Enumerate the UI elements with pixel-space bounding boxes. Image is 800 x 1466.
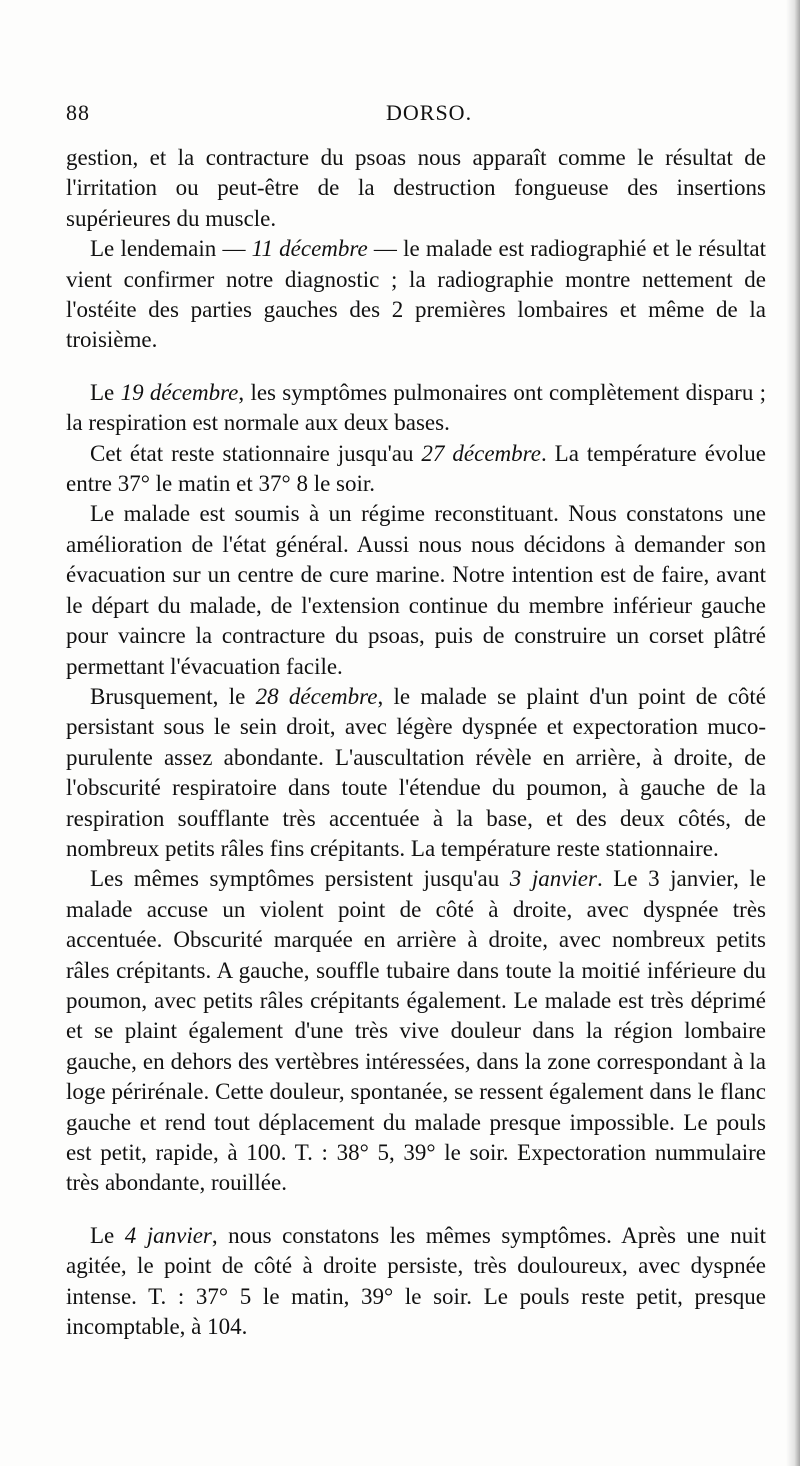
paragraph-1 — [66, 143, 766, 234]
paragraph-5 — [66, 499, 766, 681]
text-run: Cet état reste stationnaire jusqu'au — [90, 440, 422, 466]
date-italic: 3 janvier — [509, 866, 597, 892]
paragraph-7 — [66, 864, 766, 1198]
text-run: Le malade est soumis à un régime reconstituant. Nous constatons une amélioration de l'état général. Aussi nous nous décidons à demander son évacuation sur un centre de cure marine. Notre intention est de faire, avant le départ du malade, de l'extension continue du membre inférieur gauche pour vaincre la contracture du psoas, puis de construire un corset plâtré permettant l'évacuation facile. — [66, 501, 766, 679]
date-italic: 19 décembre — [120, 379, 239, 405]
text-run: . La température évolue entre 37° le matin et 37° 8 le soir. — [66, 440, 766, 497]
body-text — [66, 143, 766, 1342]
text-run: Le — [90, 379, 121, 405]
paragraph-4 — [66, 439, 766, 500]
date-italic: 27 décembre — [421, 440, 541, 466]
paragraph-6 — [66, 682, 766, 864]
page-edge-shadow — [786, 0, 800, 1466]
text-run: Le lendemain — — [90, 236, 252, 262]
text-run: Brusquement, le — [90, 683, 256, 709]
date-italic: 28 décembre — [255, 683, 378, 709]
date-italic: 11 décembre — [251, 236, 368, 262]
running-title: DORSO. — [386, 100, 473, 125]
text-run: — le malade est radiographié et le résultat vient confirmer notre diagnostic ; la radiographie montre nettement de l'ostéite des parties gauches des 2 premières lombaires et même de la troisième. — [66, 236, 766, 353]
text-run: Les mêmes symptômes persistent jusqu'au — [90, 866, 510, 892]
text-run: gestion, et la contracture du psoas nous apparaît comme le résultat de l'irritation ou peut-être de la destruction fongueuse des insertions supérieures du muscle. — [66, 145, 766, 231]
text-run: , le malade se plaint d'un point de côté persistant sous le sein droit, avec légère dyspnée et expectoration muco-purulente assez abondante. L'auscultation révèle en arrière, à droite, de l'obscurité respiratoire dans toute l'étendue du poumon, à gauche de la respiration soufflante très accentuée à la base, et des deux côtés, de nombreux petits râles fins crépitants. La température reste stationnaire. — [66, 683, 767, 861]
page-header — [66, 100, 766, 130]
date-italic: 4 janvier — [124, 1222, 212, 1248]
text-run: Le — [90, 1222, 125, 1248]
text-run: . Le 3 janvier, le malade accuse un violent point de côté à droite, avec dyspnée très accentuée. Obscurité marquée en arrière à droite, avec nombreux petits râles crépitants. A gauche, souffle tubaire dans toute la moitié inférieure du poumon, avec petits râles crépitants également. Le malade est très déprimé et se plaint également d'une très vive douleur dans la région lombaire gauche, en dehors des vertèbres intéressées, dans la zone correspondant à la loge périrénale. Cette douleur, spontanée, se ressent également dans le flanc gauche et rend tout déplacement du malade presque impossible. Le pouls est petit, rapide, à 100. T. : 38° 5, 39° le soir. Expectoration nummulaire très abondante, rouillée. — [66, 866, 767, 1196]
page-number: 88 — [66, 100, 90, 125]
text-run: , nous constatons les mêmes symptômes. Après une nuit agitée, le point de côté à droite persiste, très douloureux, avec dyspnée intense. T. : 37° 5 le matin, 39° le soir. Le pouls reste petit, presque incomptable, à 104. — [66, 1222, 766, 1340]
paragraph-2 — [66, 234, 766, 356]
paragraph-8 — [66, 1221, 766, 1343]
paragraph-3 — [66, 378, 766, 439]
text-run: , les symptômes pulmonaires ont complètement disparu ; la respiration est normale aux deux bases. — [66, 379, 766, 436]
